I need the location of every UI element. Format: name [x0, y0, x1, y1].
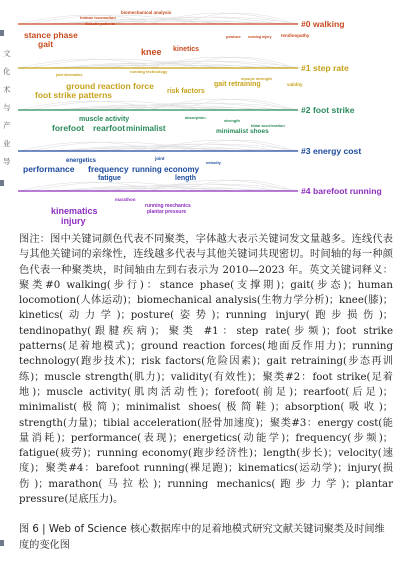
margin-char: 业	[3, 139, 11, 148]
cluster-label-1: #1 step rate	[301, 63, 349, 73]
keyword: knee	[141, 47, 162, 57]
keyword: foot strike patterns	[35, 90, 112, 100]
keyword: risk factors	[167, 88, 205, 95]
keyword: tibial acceleration	[251, 123, 285, 128]
keyword: tendinopathy	[281, 33, 310, 38]
keyword: strength	[224, 118, 240, 123]
keyword: rearfoot	[93, 123, 126, 133]
keyword: running mechanics	[145, 203, 191, 209]
keyword: minimalist	[126, 124, 166, 133]
keyword: muscle strength	[241, 76, 272, 81]
keyword: running injury	[248, 35, 272, 39]
keyword: kinetics	[173, 46, 200, 53]
keyword: length	[175, 175, 196, 182]
keyword: absorption	[185, 115, 206, 120]
keyword: diabetic patients	[85, 22, 115, 26]
keyword: validity	[287, 82, 303, 87]
keyword: kinematics	[51, 206, 98, 216]
margin-char: 术	[3, 85, 11, 94]
keyword: running technology	[130, 69, 168, 74]
keyword: gait	[38, 39, 54, 49]
cluster-label-2: #2 foot strike	[301, 105, 355, 115]
cluster-label-3: #3 energy cost	[301, 146, 362, 156]
keyword: joint	[155, 156, 165, 161]
keyword: energetics	[66, 158, 97, 164]
keyword: plantar pressure	[147, 209, 187, 215]
cluster-label-0: #0 walking	[301, 19, 345, 29]
keyword: velocity	[206, 160, 221, 165]
keyword: performance	[23, 164, 75, 174]
keyword: injury	[61, 216, 86, 226]
keyword: stance phase	[24, 30, 78, 40]
margin-char: 化	[3, 67, 11, 76]
keyword: human locomotion	[80, 15, 116, 20]
keyword: joint kinematics	[56, 73, 83, 77]
keyword: marathon	[115, 197, 136, 202]
keyword: ground reaction force	[66, 81, 154, 91]
keyword-timeline-figure	[0, 0, 403, 226]
figure-title: 图 6 | Web of Science 核心数据库中的足着地模式研究文献关键词聚类及时间维度的变化图	[19, 524, 385, 551]
keyword: frequency	[88, 164, 129, 174]
margin-char: 文	[3, 49, 11, 58]
keyword: forefoot	[52, 123, 85, 133]
margin-char: 与	[3, 103, 11, 112]
keyword: minimalist shoes	[216, 128, 269, 135]
margin-bar	[0, 540, 4, 546]
keyword: posture	[226, 34, 241, 39]
keyword: biomechanical analysis	[121, 10, 172, 15]
keyword: running economy	[132, 165, 200, 174]
keyword: fatigue	[98, 175, 121, 182]
keyword: gait retraining	[214, 81, 261, 88]
cluster-label-4: #4 barefoot running	[301, 186, 382, 196]
margin-char: 导	[3, 157, 11, 166]
figure-caption: 图注：图中关键词颜色代表不同聚类，字体越大表示关键词发文量越多。连线代表与其他关键词的亲缘性，连线越多代表与其他关键词共现密切。时间轴的每一种颜色代表一种聚类块，时间轴由左到右表示为 2010—2023 年。英文关键词释义：聚类#0 walking(步行)：stance phase(支撑期)；gait(步态)；human locomotion(人体运动)；biomechanical analysis(生物力学分析)；knee(膝)；kinetics(动力学)；posture(姿势)；running injury(跑步损伤)；tendinopathy(跟腱疾病)；聚类 #1：step rate(步频)；foot strike patterns(足着地模式)；ground reaction forces(地面反作用力)；running technology(跑步技术)；risk factors(危险因素)；gait retraining(步态再训练)；muscle strength(肌力)；validity(有效性)；聚类#2：foot strike(足着地)；muscle activity(肌肉活动性)；forefoot(前足)；rearfoot(后足)；minimalist(极简)；minimalist shoes(极简鞋)；absorption(吸收)；strength(力量)；tibial acceleration(胫骨加速度)；聚类#3：energy cost(能量消耗)；performance(表现)；energetics(动能学)；frequency(步频)；fatigue(疲劳)；running economy(跑步经济性)；length(步长)；velocity(速度)；聚类#4：barefoot running(裸足跑)；kinematics(运动学)；injury(损伤)；marathon(马拉松)；running mechanics(跑步力学)；plantar pressure(足底压力)。	[19, 234, 393, 506]
margin-char: 产	[3, 121, 11, 130]
keyword: muscle activity	[79, 116, 130, 123]
